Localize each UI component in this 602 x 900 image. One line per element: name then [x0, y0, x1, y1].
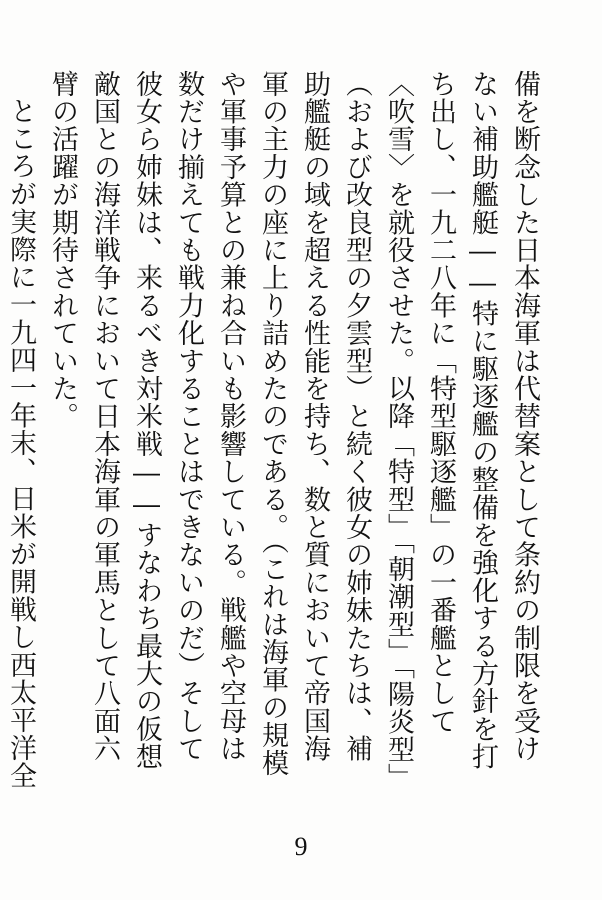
- page-number: 9: [294, 832, 308, 861]
- body-text: [5, 70, 545, 790]
- paragraph: ところが実際に一九四一年末、日米が開戦し西太平洋全: [5, 97, 36, 790]
- paragraph: 備を断念した日本海軍は代替案として条約の制限を受けない補助艦艇――特に駆逐艦の整備を強化する方針を打ち出し、一九二八年に「特型駆逐艦」の一番艦として〈吹雪〉を就役させた。以降「特型」「朝潮型」「陽炎型」（および改良型の夕雲型）と続く彼女の姉妹たちは、補助艦艇の域を超える性能を持ち、数と質において帝国海軍の主力の座に上り詰めたのである。（これは海軍の規模や軍事予算との兼ね合いも影響している。戦艦や空母は数だけ揃えても戦力化することはできないのだ）そして彼女ら姉妹は、来るべき対米戦――すなわち最大の仮想敵国との海洋戦争において日本海軍の軍馬として八面六臂の活躍が期待されていた。: [47, 70, 540, 778]
